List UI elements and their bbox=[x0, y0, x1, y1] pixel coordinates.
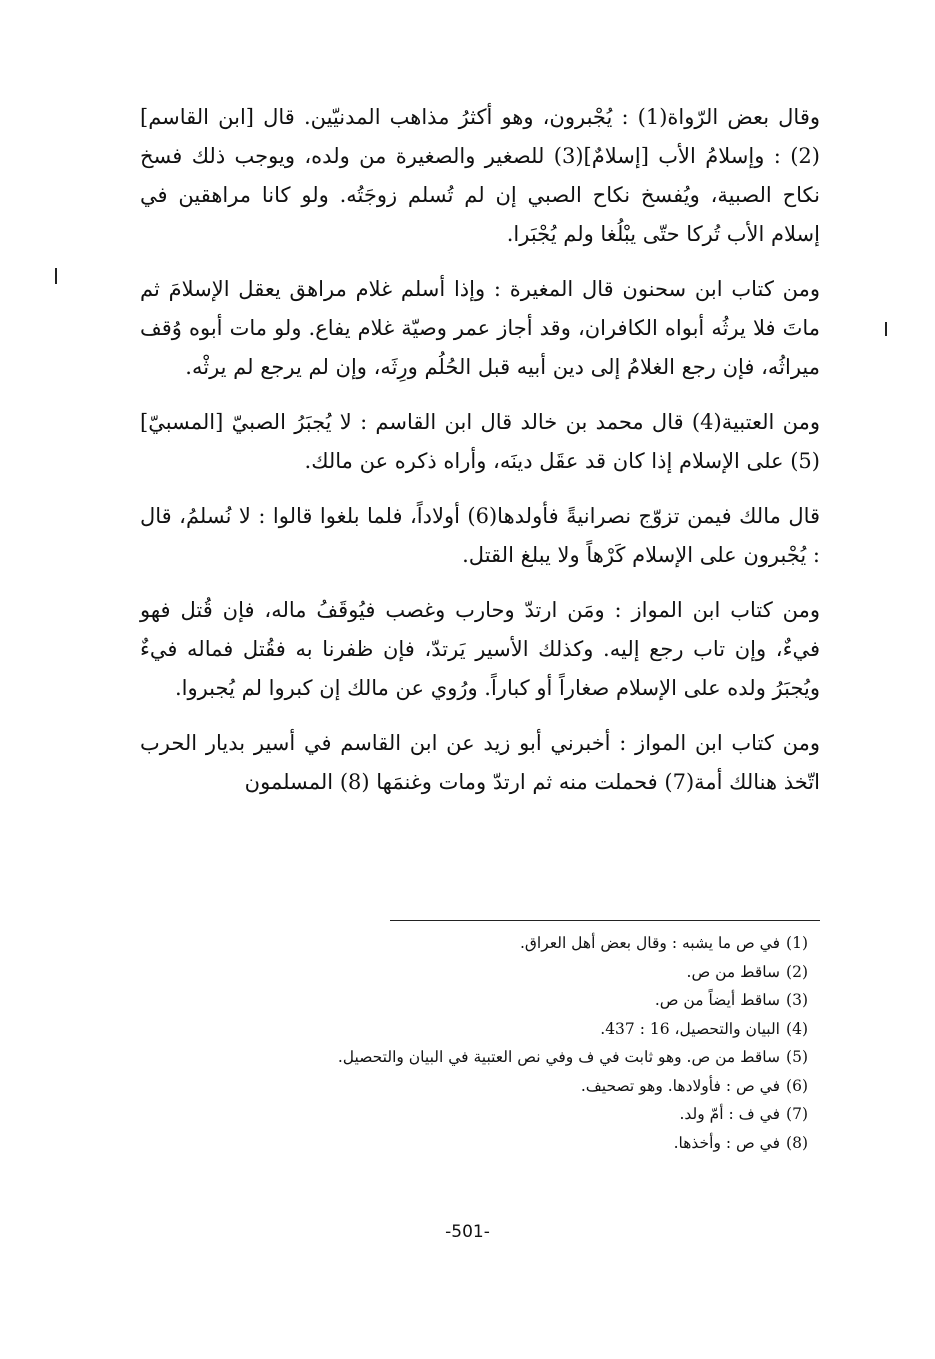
paragraph-1: وقال بعض الرّواة(1) : يُجْبرون، وهو أكثرُ مذاهب المدنيّين. قال [ابن القاسم](2) : وإسلامُ الأب [إسلامٌ](3) للصغير والصغيرة من ولده، ويوجب ذلك فسخ نكاح الصبية، ويُفسخ نكاح الصبي إن لم تُسلم زوجَتُه. ولو كانا مراهقين في إسلام الأب تُركا حتّى يبْلُغا ولم يُجْبَرا. bbox=[140, 105, 820, 246]
footnote-8 bbox=[140, 1129, 820, 1158]
footnote-number: (8) bbox=[786, 1133, 808, 1152]
scan-mark-left bbox=[55, 268, 57, 284]
footnote-text: في ص : وأخذها. bbox=[673, 1133, 780, 1152]
footnote-number: (3) bbox=[786, 991, 808, 1009]
paragraph-2: ومن كتاب ابن سحنون قال المغيرة : وإذا أسلم غلام مراهق يعقل الإسلامَ ثم ماتَ فلا يرثُه أبواه الكافران، وقد أجاز عمر وصيّة غلام يفاع. ولو مات أبوه وُقف ميراثُه، فإن رجع الغلامُ إلى دين أبيه قبل الحُلُم ورِثَه، وإن لم يرجع لم يرثْه. bbox=[140, 277, 820, 379]
footnote-number: (6) bbox=[786, 1076, 808, 1095]
footnote-text: ساقط من ص. وهو ثابت في ف وفي نص العتبية في البيان والتحصيل. bbox=[337, 1048, 780, 1066]
footnote-5 bbox=[140, 1043, 820, 1072]
scan-mark-right bbox=[885, 322, 887, 336]
page-number: -501- bbox=[445, 1222, 490, 1242]
footnote-6 bbox=[140, 1072, 820, 1101]
footnote-number: (1) bbox=[786, 934, 808, 952]
paragraph-6: ومن كتاب ابن المواز : أخبرني أبو زيد عن ابن القاسم في أسير بديار الحرب اتّخذ هنالك أمة(7) فحملت منه ثم ارتدّ ومات وغنمَها (8) المسلمون bbox=[140, 731, 820, 794]
footnote-number: (4) bbox=[786, 1019, 808, 1038]
footnote-number: (2) bbox=[786, 962, 808, 981]
footnote-text: في ص : فأولادها. وهو تصحيف. bbox=[580, 1076, 780, 1095]
footnote-divider bbox=[390, 920, 820, 921]
footnotes bbox=[140, 920, 820, 1157]
footnote-text: ساقط أيضاً من ص. bbox=[654, 991, 780, 1009]
footnote-text: في ف : أمّ ولد. bbox=[679, 1105, 780, 1123]
paragraph-3: ومن العتبية(4) قال محمد بن خالد قال ابن القاسم : لا يُجبَرُ الصبيّ [المسبيّ](5) على الإسلام إذا كان قد عقَل دينَه، وأراه ذكره عن مالك. bbox=[140, 410, 820, 473]
footnote-number: (7) bbox=[786, 1105, 808, 1123]
footnote-4 bbox=[140, 1015, 820, 1044]
paragraph-5: ومن كتاب ابن المواز : ومَن ارتدّ وحارب وغصب فيُوقَفُ ماله، فإن قُتل فهو فيءٌ، وإن تاب رجع إليه. وكذلك الأسير يَرتدّ، فإن ظفرنا به فقُتل فماله فيءٌ ويُجبَرُ ولده على الإسلام صغاراً أو كباراً. ورُوي عن مالك إن كبروا لم يُجبروا. bbox=[140, 598, 820, 700]
paragraph-4: قال مالك فيمن تزوّج نصرانيةً فأولدها(6) أولاداً، فلما بلغوا قالوا : لا نُسلمُ، قال : يُجْبرون على الإسلام كَرْهاً ولا يبلغ القتل. bbox=[140, 504, 821, 567]
footnote-number: (5) bbox=[786, 1048, 808, 1066]
footnote-3 bbox=[140, 986, 820, 1015]
footnote-1 bbox=[140, 929, 820, 958]
footnote-text: ساقط من ص. bbox=[686, 962, 780, 981]
footnote-text: البيان والتحصيل، 16 : 437. bbox=[600, 1019, 780, 1038]
main-text bbox=[140, 98, 820, 818]
footnote-text: في ص ما يشبه : وقال بعض أهل العراق. bbox=[519, 934, 780, 952]
footnote-2 bbox=[140, 958, 820, 987]
footnote-7 bbox=[140, 1100, 820, 1129]
